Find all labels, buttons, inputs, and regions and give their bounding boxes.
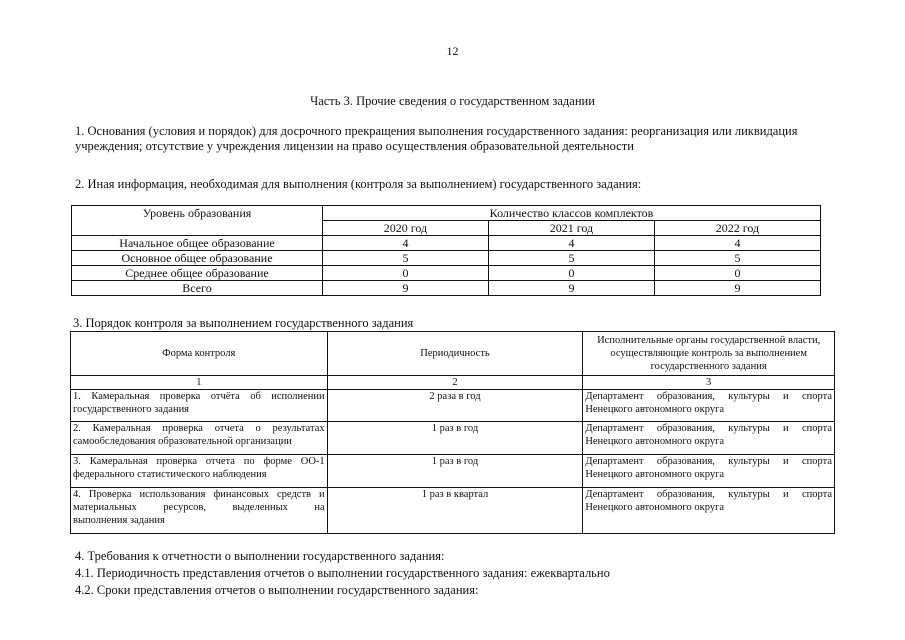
value-cell: 5 — [654, 251, 820, 266]
class-count-table — [71, 205, 821, 296]
page-number: 12 — [446, 44, 459, 58]
organ-cell — [583, 390, 835, 422]
value-cell: 9 — [323, 281, 489, 296]
section-1 — [75, 124, 835, 154]
form-line: 3. Камеральная проверка отчета по форме ОО-1 — [73, 456, 325, 467]
table-row — [71, 422, 835, 455]
form-line: выполнения задания — [73, 515, 165, 526]
value-cell: 5 — [488, 251, 654, 266]
organ-cell — [583, 488, 835, 534]
header-form: Форма контроля — [71, 332, 328, 376]
value-cell: 0 — [488, 266, 654, 281]
group-header: Количество классов комплектов — [323, 206, 821, 221]
organ-line: Департамент образования, культуры и спорта — [585, 456, 832, 467]
table-row — [72, 251, 821, 266]
section-4-item-2: 4.2. Сроки представления отчетов о выполнении государственного задания: — [75, 583, 479, 597]
value-cell: 0 — [654, 266, 820, 281]
form-line: федерального статистического наблюдения — [73, 469, 267, 480]
section-1-line-1: 1. Основания (условия и порядок) для досрочного прекращения выполнения государственного задания: реорганизация или ликвидация — [75, 124, 798, 138]
organ-cell — [583, 455, 835, 488]
table-row — [71, 390, 835, 422]
level-cell: Среднее общее образование — [72, 266, 323, 281]
value-cell: 4 — [654, 236, 820, 251]
value-cell: 0 — [323, 266, 489, 281]
form-cell — [71, 488, 328, 534]
col-header-level: Уровень образования — [72, 206, 323, 236]
year-header: 2020 год — [323, 221, 489, 236]
column-number: 3 — [583, 376, 835, 390]
form-line: самообследования образовательной организации — [73, 436, 292, 447]
level-cell: Всего — [72, 281, 323, 296]
level-cell: Начальное общее образование — [72, 236, 323, 251]
form-cell — [71, 455, 328, 488]
period-cell: 1 раз в год — [327, 455, 583, 488]
period-cell: 1 раз в квартал — [327, 488, 583, 534]
form-line: 4. Проверка использования финансовых средств и — [73, 489, 325, 500]
form-line: государственного задания — [73, 404, 190, 415]
table-row — [72, 266, 821, 281]
organ-line: Ненецкого автономного округа — [585, 502, 725, 513]
column-number: 2 — [327, 376, 583, 390]
organ-cell — [583, 422, 835, 455]
form-line: материальных ресурсов, выделенных на — [73, 502, 325, 513]
value-cell: 4 — [323, 236, 489, 251]
header-period: Периодичность — [327, 332, 583, 376]
organ-line: Ненецкого автономного округа — [585, 469, 725, 480]
section-4-item-1: 4.1. Периодичность представления отчетов о выполнении государственного задания: ежеквартально — [75, 566, 610, 580]
form-line: 1. Камеральная проверка отчёта об исполнении — [73, 391, 325, 402]
form-cell — [71, 422, 328, 455]
year-header: 2022 год — [654, 221, 820, 236]
year-header: 2021 год — [488, 221, 654, 236]
table-row — [72, 281, 821, 296]
period-cell: 1 раз в год — [327, 422, 583, 455]
table-row — [72, 236, 821, 251]
part-title: Часть 3. Прочие сведения о государственном задании — [310, 94, 595, 108]
table-row — [71, 488, 835, 534]
value-cell: 4 — [488, 236, 654, 251]
value-cell: 5 — [323, 251, 489, 266]
control-table — [70, 331, 835, 534]
table-row — [71, 455, 835, 488]
value-cell: 9 — [488, 281, 654, 296]
organ-line: Департамент образования, культуры и спорта — [585, 423, 832, 434]
period-cell: 2 раза в год — [327, 390, 583, 422]
form-cell — [71, 390, 328, 422]
organ-line: Ненецкого автономного округа — [585, 436, 725, 447]
header-organ: Исполнительные органы государственной власти, осуществляющие контроль за выполнением государственного задания — [583, 332, 835, 376]
organ-line: Департамент образования, культуры и спорта — [585, 489, 832, 500]
section-2-title: 2. Иная информация, необходимая для выполнения (контроля за выполнением) государственного задания: — [75, 177, 642, 191]
section-4 — [75, 549, 610, 598]
section-3-title: 3. Порядок контроля за выполнением государственного задания — [73, 316, 414, 330]
organ-line: Ненецкого автономного округа — [585, 404, 725, 415]
value-cell: 9 — [654, 281, 820, 296]
section-1-line-2: учреждения; отсутствие у учреждения лицензии на право осуществления образовательной деятельности — [75, 139, 634, 153]
organ-line: Департамент образования, культуры и спорта — [585, 391, 832, 402]
section-4-title: 4. Требования к отчетности о выполнении государственного задания: — [75, 549, 445, 563]
form-line: 2. Камеральная проверка отчета о результатах — [73, 423, 325, 434]
column-number: 1 — [71, 376, 328, 390]
level-cell: Основное общее образование — [72, 251, 323, 266]
